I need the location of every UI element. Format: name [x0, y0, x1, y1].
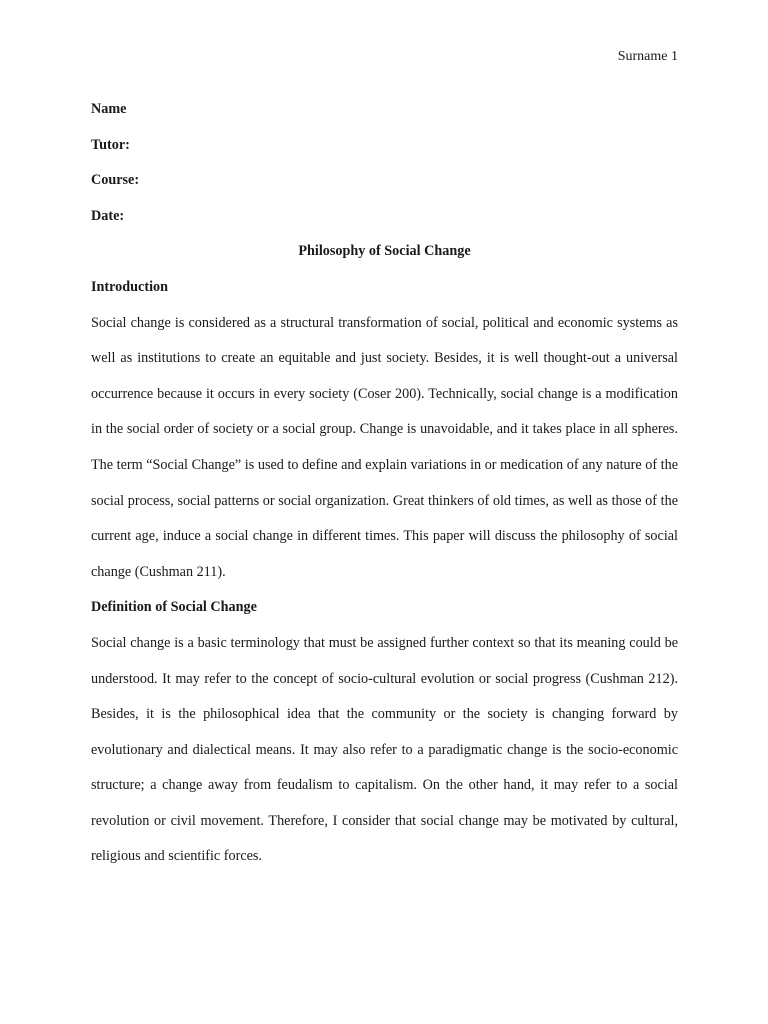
section-heading-introduction: Introduction	[91, 278, 168, 295]
section-heading-definition: Definition of Social Change	[91, 599, 257, 616]
document-body	[91, 92, 678, 875]
name-label: Name	[91, 101, 127, 117]
introduction-paragraph: Social change is considered as a structural transformation of social, political and economic systems as well as institutions to create an equitable and just society. Besides, it is well thought-out a universal occurrence because it occurs in every society (Coser 200). Technically, social change is a modification in the social order of society or a social group. Change is unavoidable, and it takes place in all spheres. The term “Social Change” is used to define and explain variations in or medication of any nature of the social process, social patterns or social organization. Great thinkers of old times, as well as those of the current age, induce a social change in different times. This paper will discuss the philosophy of social change (Cushman 211).	[91, 314, 678, 580]
course-label: Course:	[91, 172, 140, 189]
definition-paragraph: Social change is a basic terminology that must be assigned further context so that its meaning could be understood. It may refer to the concept of socio-cultural evolution or social progress (Cushman 212). Besides, it is the philosophical idea that the community or the society is changing forward by evolutionary and dialectical means. It may also refer to a paradigmatic change is the socio-economic structure; a change away from feudalism to capitalism. On the other hand, it may refer to a social revolution or civil movement. Therefore, I consider that social change may be motivated by cultural, religious and scientific forces.	[91, 634, 678, 865]
date-label: Date:	[91, 207, 125, 224]
tutor-label: Tutor:	[91, 136, 130, 153]
paper-title: Philosophy of Social Change	[298, 243, 471, 260]
running-head: Surname 1	[617, 49, 678, 64]
